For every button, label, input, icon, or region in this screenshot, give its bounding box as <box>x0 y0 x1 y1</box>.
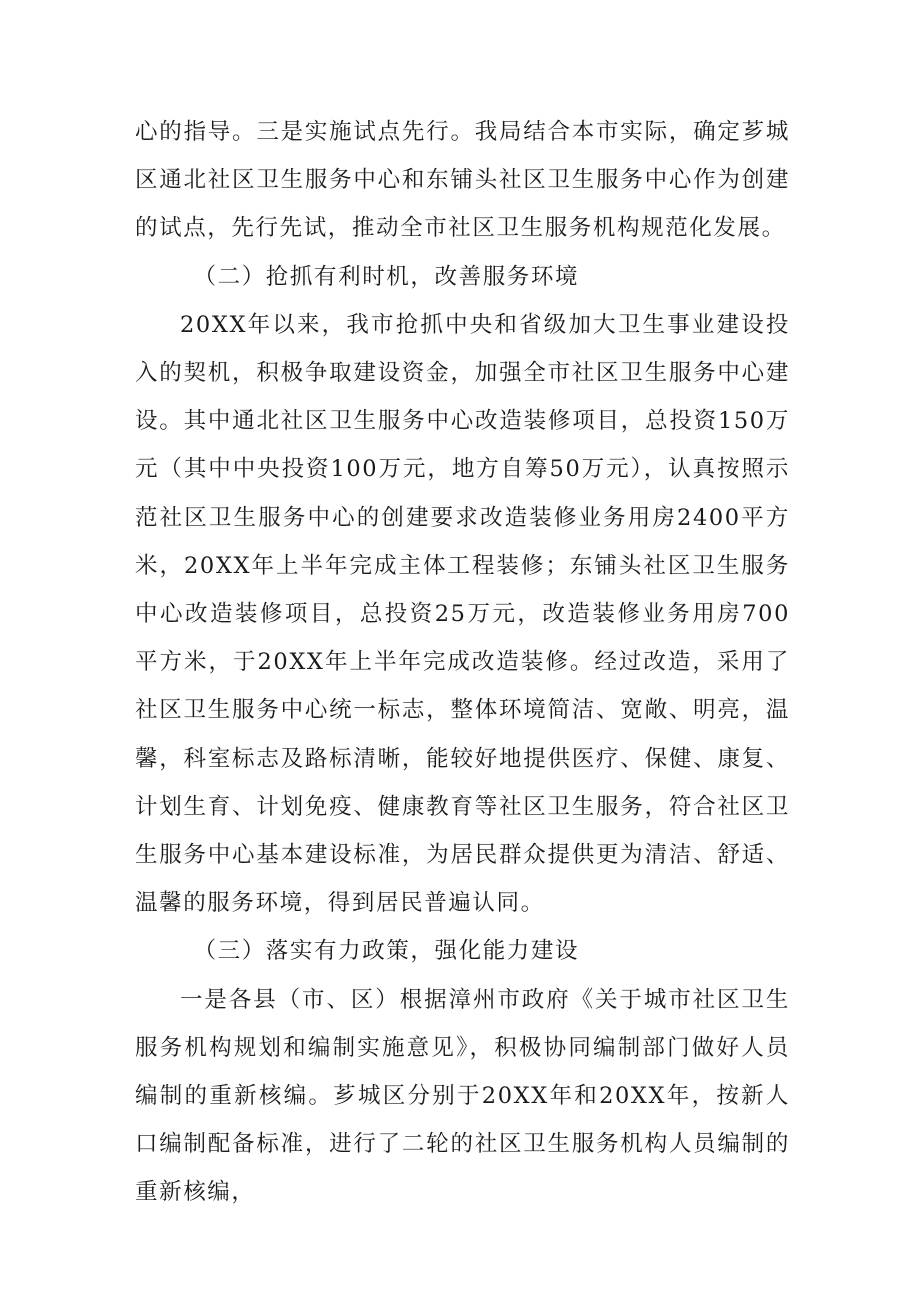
paragraph-continuation: 心的指导。三是实施试点先行。我局结合本市实际，确定芗城区通北社区卫生服务中心和东铺头社区卫生服务中心作为创建的试点，先行先试，推动全市社区卫生服务机构规范化发展。 <box>135 119 790 242</box>
paragraph-capacity: 一是各县（市、区）根据漳州市政府《关于城市社区卫生服务机构规划和编制实施意见》，积极协同编制部门做好人员编制的重新核编。芗城区分别于20XX年和20XX年，按新人口编制配备标准，进行了二轮的社区卫生服务机构人员编制的重新核编， <box>135 986 790 1206</box>
section-heading-three: （三）落实有力政策，强化能力建设 <box>193 938 580 965</box>
paragraph-environment: 20XX年以来，我市抢抓中央和省级加大卫生事业建设投入的契机，积极争取建设资金，加强全市社区卫生服务中心建设。其中通北社区卫生服务中心改造装修项目，总投资150万元（其中中央投资100万元，地方自筹50万元），认真按照示范社区卫生服务中心的创建要求改造装修业务用房2400平方米，20XX年上半年完成主体工程装修；东铺头社区卫生服务中心改造装修项目，总投资25万元，改造装修业务用房700平方米，于20XX年上半年完成改造装修。经过改造，采用了社区卫生服务中心统一标志，整体环境简洁、宽敞、明亮，温馨，科室标志及路标清晰，能较好地提供医疗、保健、康复、计划生育、计划免疫、健康教育等社区卫生服务，符合社区卫生服务中心基本建设标准，为居民群众提供更为清洁、舒适、温馨的服务环境，得到居民普遍认同。 <box>135 311 790 917</box>
document-body <box>135 108 790 1217</box>
section-heading-two: （二）抢抓有利时机，改善服务环境 <box>193 263 580 290</box>
